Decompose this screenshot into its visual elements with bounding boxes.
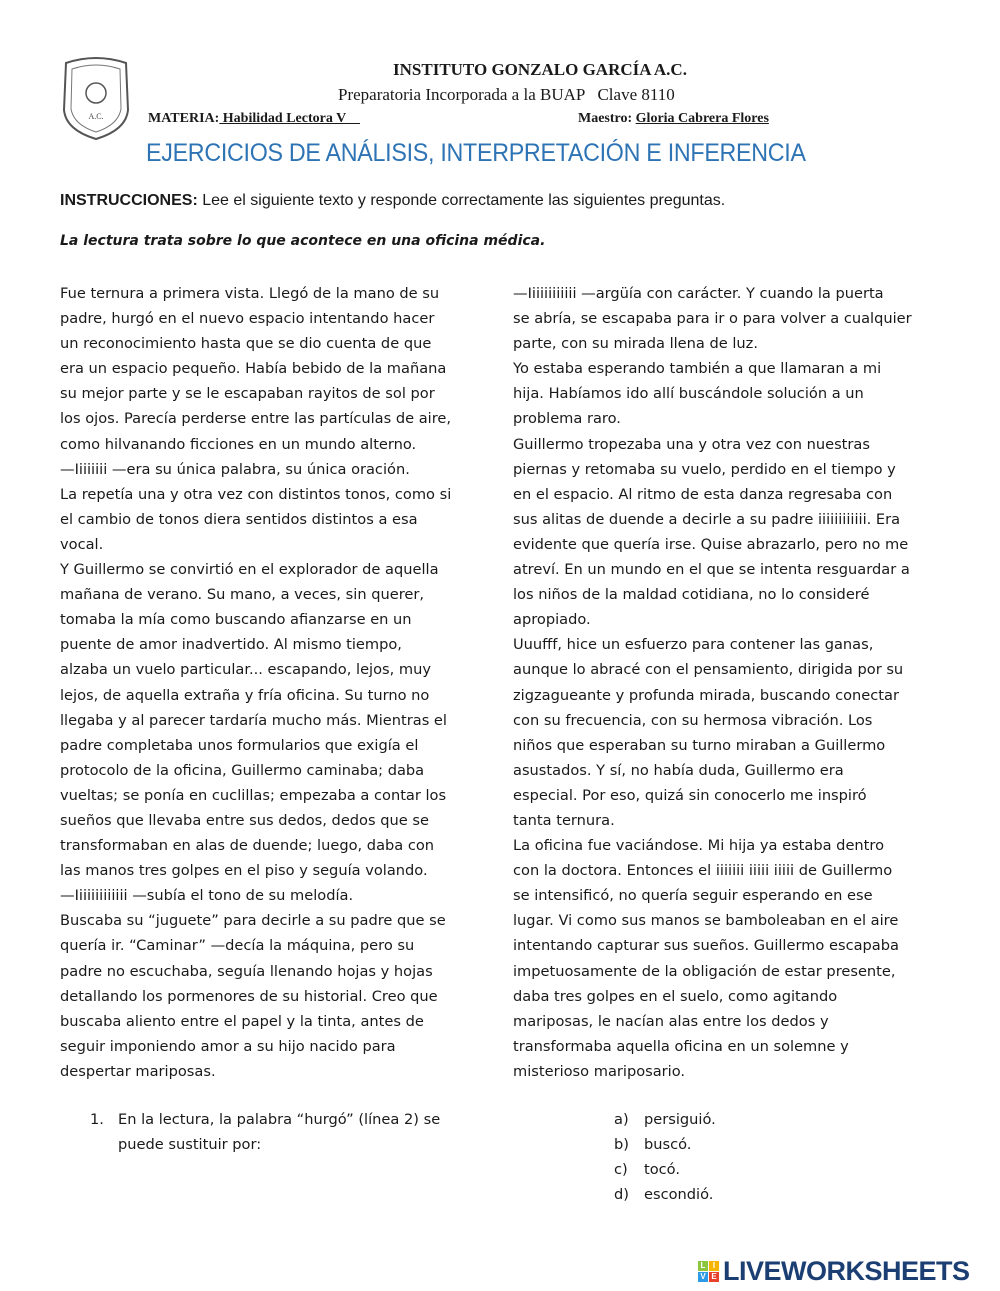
text-line: las manos tres golpes en el piso y seguía volando. xyxy=(60,862,428,880)
text-line: como hilvanando ficciones en un mundo alterno. xyxy=(60,435,417,453)
instructions xyxy=(60,192,725,210)
text-line: asustados. Y sí, no había duda, Guillermo era xyxy=(513,761,844,779)
text-line: evidente que quería irse. Quise abrazarlo, pero no me xyxy=(513,535,909,553)
text-line: con la doctora. Entonces el iiiiiii iiiii iiiii de Guillermo xyxy=(513,862,893,880)
reading-intro: La lectura trata sobre lo que acontece en una oficina médica. xyxy=(60,233,546,249)
text-line: problema raro. xyxy=(513,410,621,428)
subject-label: MATERIA: xyxy=(148,111,220,126)
teacher-value: Gloria Cabrera Flores xyxy=(635,111,769,126)
text-line: piernas y retomaba su vuelo, perdido en el tiempo y xyxy=(513,460,896,478)
text-line: seguir imponiendo amor a su hijo nacido para xyxy=(60,1037,396,1055)
text-line: intentando capturar sus sueños. Guillermo escapaba xyxy=(513,937,899,955)
text-line: especial. Por eso, quizá sin conocerlo me inspiró xyxy=(513,786,867,804)
text-line: parte, con su mirada llena de luz. xyxy=(513,335,758,353)
text-line: quería ir. “Caminar” —decía la máquina, pero su xyxy=(60,937,415,955)
text-line: —Iiiiiiiiiiiii —subía el tono de su melodía. xyxy=(60,887,354,905)
page-title: EJERCICIOS DE ANÁLISIS, INTERPRETACIÓN E INFERENCIA xyxy=(146,139,806,167)
text-line: vueltas; se ponía en cuclillas; empezaba a contar los xyxy=(60,786,447,804)
text-line: —Iiiiiiii —era su única palabra, su única oración. xyxy=(60,460,410,478)
text-line: tanta ternura. xyxy=(513,811,615,829)
text-line: despertar mariposas. xyxy=(60,1062,216,1080)
option-text: persiguió. xyxy=(644,1111,716,1128)
text-line: misterioso mariposario. xyxy=(513,1062,686,1080)
text-line: Fue ternura a primera vista. Llegó de la mano de su xyxy=(60,285,440,302)
badge-letter: V xyxy=(698,1272,708,1282)
text-line: La repetía una y otra vez con distintos tonos, como si xyxy=(60,485,452,503)
live-badge-icon xyxy=(698,1261,719,1282)
teacher-label: Maestro: xyxy=(578,111,636,126)
text-line: buscaba aliento entre el papel y la tinta, antes de xyxy=(60,1012,424,1030)
text-line: Y Guillermo se convirtió en el explorador de aquella xyxy=(60,561,439,579)
option-text: buscó. xyxy=(644,1136,692,1153)
reading-left-column xyxy=(60,281,451,1084)
text-line: era un espacio pequeño. Había bebido de la mañana xyxy=(60,360,447,378)
instructions-label: INSTRUCCIONES: xyxy=(60,192,198,209)
option-letter: d) xyxy=(614,1186,629,1203)
text-line: —Iiiiiiiiiiii —argüía con carácter. Y cuando la puerta xyxy=(513,285,884,302)
instructions-text: Lee el siguiente texto y responde correctamente las siguientes preguntas. xyxy=(197,192,726,209)
svg-text:A.C.: A.C. xyxy=(88,112,104,121)
text-line: mañana de verano. Su mano, a veces, sin querer, xyxy=(60,586,425,604)
text-line: transformaban en alas de duende; luego, daba con xyxy=(60,837,435,855)
text-line: apropiado. xyxy=(513,611,591,629)
badge-letter: I xyxy=(709,1261,719,1271)
text-line: llegaba y al parecer tardaría mucho más. Mientras el xyxy=(60,711,447,729)
option-text: escondió. xyxy=(644,1186,714,1203)
option-d[interactable] xyxy=(614,1182,716,1207)
text-line: su mejor parte y se le escapaban rayitos de sol por xyxy=(60,385,435,403)
text-line: hija. Habíamos ido allí buscándole solución a un xyxy=(513,385,864,403)
text-line: con su frecuencia, con su hermosa vibración. Los xyxy=(513,711,873,729)
text-line: vocal. xyxy=(60,535,104,553)
question-number: 1. xyxy=(90,1111,104,1128)
subject xyxy=(148,111,360,127)
text-line: tomaba la mía como buscando afianzarse en un xyxy=(60,611,412,629)
text-line: los ojos. Parecía perderse entre las partículas de aire, xyxy=(60,410,452,428)
text-line: lejos, de aquella extraña y fría oficina. Su turno no xyxy=(60,686,430,704)
reading-right-column xyxy=(513,281,912,1084)
question-text-line: En la lectura, la palabra “hurgó” (línea 2) se xyxy=(118,1111,441,1128)
text-line: un reconocimiento hasta que se dio cuenta de que xyxy=(60,335,432,353)
liveworksheets-logo xyxy=(698,1256,970,1287)
badge-letter: L xyxy=(698,1261,708,1271)
option-text: tocó. xyxy=(644,1161,680,1178)
text-line: alzaba un vuelo particular... escapando, lejos, muy xyxy=(60,661,432,679)
teacher xyxy=(578,111,769,127)
text-line: daba tres golpes en el suelo, como agitando xyxy=(513,987,838,1005)
subject-value: Habilidad Lectora V xyxy=(219,111,360,126)
text-line: Uuufff, hice un esfuerzo para contener las ganas, xyxy=(513,636,874,654)
text-line: impetuosamente de la obligación de estar presente, xyxy=(513,962,896,980)
text-line: Yo estaba esperando también a que llamaran a mi xyxy=(513,360,882,378)
text-line: sueños que llevaba entre sus dedos, dedos que se xyxy=(60,811,429,829)
option-letter: c) xyxy=(614,1161,628,1178)
question-text-line: puede sustituir por: xyxy=(118,1136,262,1153)
option-b[interactable] xyxy=(614,1132,716,1157)
text-line: detallando los pormenores de su historial. Creo que xyxy=(60,987,438,1005)
text-line: La oficina fue vaciándose. Mi hija ya estaba dentro xyxy=(513,837,885,855)
text-line: en el espacio. Al ritmo de esta danza regresaba con xyxy=(513,485,893,503)
option-a[interactable] xyxy=(614,1107,716,1132)
institution-name: INSTITUTO GONZALO GARCÍA A.C. xyxy=(393,60,687,79)
text-line: padre, hurgó en el nuevo espacio intentando hacer xyxy=(60,310,435,328)
text-line: se intensificó, no quería seguir esperando en ese xyxy=(513,887,873,905)
option-letter: b) xyxy=(614,1136,629,1153)
text-line: protocolo de la oficina, Guillermo caminaba; daba xyxy=(60,761,425,779)
text-line: lugar. Vi como sus manos se bamboleaban en el aire xyxy=(513,912,899,930)
text-line: transformaba aquella oficina en un solemne y xyxy=(513,1037,849,1055)
text-line: los niños de la maldad cotidiana, no lo consideré xyxy=(513,586,870,604)
text-line: puente de amor inadvertido. Al mismo tiempo, xyxy=(60,636,402,654)
brand-name: LIVEWORKSHEETS xyxy=(723,1256,970,1286)
text-line: padre no escuchaba, seguía llenando hojas y hojas xyxy=(60,962,433,980)
text-line: Buscaba su “juguete” para decirle a su padre que se xyxy=(60,912,446,930)
text-line: aunque lo abracé con el pensamiento, dirigida por su xyxy=(513,661,904,679)
text-line: el cambio de tonos diera sentidos distintos a esa xyxy=(60,510,418,528)
text-line: mariposas, le nacían alas entre los dedos y xyxy=(513,1012,829,1030)
text-line: niños que esperaban su turno miraban a Guillermo xyxy=(513,736,886,754)
text-line: sus alitas de duende a decirle a su padre iiiiiiiiiiii. Era xyxy=(513,510,901,528)
badge-letter: E xyxy=(709,1272,719,1282)
text-line: zigzagueante y profunda mirada, buscando conectar xyxy=(513,686,899,704)
text-line: atreví. En un mundo en el que se intenta resguardar a xyxy=(513,561,910,579)
option-c[interactable] xyxy=(614,1157,716,1182)
answer-options xyxy=(614,1107,716,1207)
option-letter: a) xyxy=(614,1111,629,1128)
text-line: Guillermo tropezaba una y otra vez con nuestras xyxy=(513,435,870,453)
text-line: padre completaba unos formularios que exigía el xyxy=(60,736,419,754)
institution-subtitle: Preparatoria Incorporada a la BUAP Clave 8110 xyxy=(338,85,675,104)
text-line: se abría, se escapaba para ir o para volver a cualquier xyxy=(513,310,912,328)
